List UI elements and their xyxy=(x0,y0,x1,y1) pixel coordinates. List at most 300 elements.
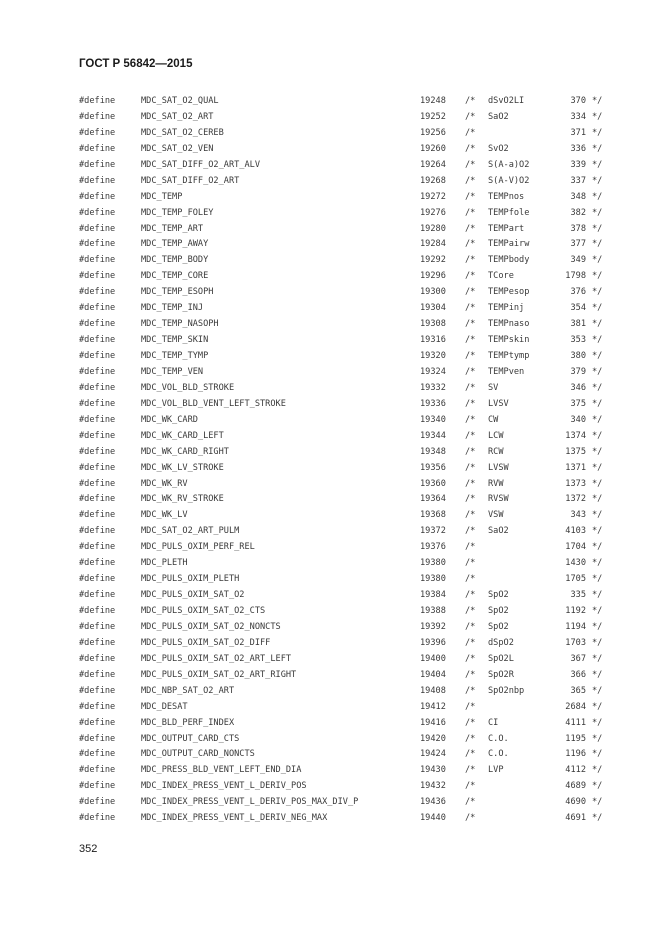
macro-name: MDC_WK_RV xyxy=(141,478,188,489)
macro-code: 19348 xyxy=(420,446,446,457)
define-row xyxy=(0,699,661,715)
ref-number: 348 xyxy=(570,191,586,202)
define-keyword: #define xyxy=(79,542,116,553)
mnemonic: TEMPskin xyxy=(488,335,530,346)
define-keyword: #define xyxy=(79,335,116,346)
comment-open: /* xyxy=(465,765,476,776)
comment-close: */ xyxy=(592,621,603,632)
mnemonic: RVSW xyxy=(488,494,509,505)
define-keyword: #define xyxy=(79,653,116,664)
define-row xyxy=(0,746,661,762)
comment-close: */ xyxy=(592,733,603,744)
define-keyword: #define xyxy=(79,765,116,776)
comment-close: */ xyxy=(592,255,603,266)
comment-close: */ xyxy=(592,191,603,202)
ref-number: 1375 xyxy=(565,446,586,457)
define-row xyxy=(0,762,661,778)
mnemonic: LVSV xyxy=(488,398,509,409)
define-keyword: #define xyxy=(79,717,116,728)
define-keyword: #define xyxy=(79,446,116,457)
define-row xyxy=(0,571,661,587)
macro-name: MDC_SAT_DIFF_O2_ART_ALV xyxy=(141,159,260,170)
mnemonic: TEMPven xyxy=(488,366,525,377)
comment-open: /* xyxy=(465,797,476,808)
define-row xyxy=(0,460,661,476)
ref-number: 1704 xyxy=(565,542,586,553)
define-row xyxy=(0,444,661,460)
macro-code: 19300 xyxy=(420,287,446,298)
macro-name: MDC_SAT_O2_QUAL xyxy=(141,96,219,106)
ref-number: 380 xyxy=(570,351,586,361)
comment-close: */ xyxy=(592,590,603,601)
comment-open: /* xyxy=(465,685,476,696)
comment-close: */ xyxy=(592,510,603,521)
comment-open: /* xyxy=(465,303,476,314)
comment-open: /* xyxy=(465,287,476,298)
macro-name: MDC_PULS_OXIM_PLETH xyxy=(141,574,240,585)
page-number: 352 xyxy=(79,843,98,855)
ref-number: 378 xyxy=(570,223,586,234)
macro-code: 19320 xyxy=(420,351,446,361)
comment-close: */ xyxy=(592,653,603,664)
comment-open: /* xyxy=(465,669,476,680)
ref-number: 340 xyxy=(570,414,586,425)
mnemonic: RCW xyxy=(488,446,504,457)
macro-name: MDC_TEMP_TYMP xyxy=(141,351,209,361)
define-row xyxy=(0,173,661,189)
define-row xyxy=(0,523,661,539)
macro-name: MDC_TEMP_INJ xyxy=(141,303,204,314)
ref-number: 1798 xyxy=(565,271,586,282)
define-keyword: #define xyxy=(79,127,116,138)
comment-close: */ xyxy=(592,494,603,505)
define-row xyxy=(0,125,661,141)
define-keyword: #define xyxy=(79,781,116,792)
comment-close: */ xyxy=(592,207,603,218)
comment-open: /* xyxy=(465,462,476,473)
macro-code: 19430 xyxy=(420,765,446,776)
mnemonic: TEMPairw xyxy=(488,239,530,250)
macro-name: MDC_INDEX_PRESS_VENT_L_DERIV_POS xyxy=(141,781,307,792)
define-row xyxy=(0,141,661,157)
comment-open: /* xyxy=(465,351,476,361)
comment-close: */ xyxy=(592,526,603,537)
ref-number: 353 xyxy=(570,335,586,346)
comment-close: */ xyxy=(592,717,603,728)
macro-code: 19420 xyxy=(420,733,446,744)
define-row xyxy=(0,794,661,810)
macro-code: 19356 xyxy=(420,462,446,473)
macro-name: MDC_WK_LV_STROKE xyxy=(141,462,224,473)
define-row xyxy=(0,348,661,364)
macro-name: MDC_SAT_O2_ART_PULM xyxy=(141,526,240,537)
ref-number: 337 xyxy=(570,175,586,186)
define-row xyxy=(0,778,661,794)
macro-code: 19368 xyxy=(420,510,446,521)
mnemonic: TEMPfole xyxy=(488,207,530,218)
comment-close: */ xyxy=(592,382,603,393)
define-keyword: #define xyxy=(79,382,116,393)
ref-number: 354 xyxy=(570,303,586,314)
macro-name: MDC_SAT_O2_ART xyxy=(141,111,214,122)
comment-open: /* xyxy=(465,446,476,457)
mnemonic: C.O. xyxy=(488,733,509,744)
define-keyword: #define xyxy=(79,797,116,808)
macro-name: MDC_INDEX_PRESS_VENT_L_DERIV_NEG_MAX xyxy=(141,813,328,824)
mnemonic: SpO2R xyxy=(488,669,514,680)
define-row xyxy=(0,205,661,221)
comment-open: /* xyxy=(465,127,476,138)
macro-code: 19292 xyxy=(420,255,446,266)
comment-close: */ xyxy=(592,351,603,361)
macro-code: 19380 xyxy=(420,558,446,569)
macro-code: 19276 xyxy=(420,207,446,218)
mnemonic: C.O. xyxy=(488,749,509,760)
define-keyword: #define xyxy=(79,303,116,314)
macro-code: 19324 xyxy=(420,366,446,377)
comment-open: /* xyxy=(465,382,476,393)
comment-open: /* xyxy=(465,271,476,282)
define-row xyxy=(0,491,661,507)
mnemonic: CW xyxy=(488,414,499,425)
document-header: ГОСТ Р 56842—2015 xyxy=(79,58,193,70)
macro-name: MDC_NBP_SAT_O2_ART xyxy=(141,685,235,696)
define-keyword: #define xyxy=(79,351,116,361)
comment-close: */ xyxy=(592,574,603,585)
macro-name: MDC_WK_RV_STROKE xyxy=(141,494,224,505)
ref-number: 335 xyxy=(570,590,586,601)
define-row xyxy=(0,587,661,603)
comment-open: /* xyxy=(465,175,476,186)
define-row xyxy=(0,157,661,173)
macro-code: 19404 xyxy=(420,669,446,680)
macro-name: MDC_TEMP_ESOPH xyxy=(141,287,214,298)
define-row xyxy=(0,412,661,428)
macro-code: 19264 xyxy=(420,159,446,170)
macro-name: MDC_SAT_O2_CEREB xyxy=(141,127,224,138)
define-row xyxy=(0,731,661,747)
comment-open: /* xyxy=(465,494,476,505)
macro-name: MDC_PULS_OXIM_SAT_O2_DIFF xyxy=(141,637,271,648)
macro-name: MDC_TEMP_CORE xyxy=(141,271,209,282)
define-keyword: #define xyxy=(79,637,116,648)
comment-open: /* xyxy=(465,478,476,489)
define-row xyxy=(0,810,661,826)
comment-close: */ xyxy=(592,223,603,234)
define-keyword: #define xyxy=(79,701,116,712)
comment-open: /* xyxy=(465,207,476,218)
macro-name: MDC_VOL_BLD_STROKE xyxy=(141,382,235,393)
comment-close: */ xyxy=(592,239,603,250)
macro-code: 19280 xyxy=(420,223,446,234)
define-row xyxy=(0,93,661,109)
macro-name: MDC_PULS_OXIM_SAT_O2_NONCTS xyxy=(141,621,281,632)
comment-close: */ xyxy=(592,414,603,425)
comment-close: */ xyxy=(592,478,603,489)
macro-code: 19440 xyxy=(420,813,446,824)
mnemonic: CI xyxy=(488,717,499,728)
mnemonic: dSvO2LI xyxy=(488,96,525,106)
define-row xyxy=(0,316,661,332)
macro-code: 19260 xyxy=(420,143,446,154)
comment-close: */ xyxy=(592,127,603,138)
mnemonic: TEMPtymp xyxy=(488,351,530,361)
define-row xyxy=(0,715,661,731)
mnemonic: SpO2nbp xyxy=(488,685,525,696)
comment-close: */ xyxy=(592,558,603,569)
mnemonic: SvO2 xyxy=(488,143,509,154)
comment-open: /* xyxy=(465,335,476,346)
macro-code: 19436 xyxy=(420,797,446,808)
comment-open: /* xyxy=(465,239,476,250)
define-row xyxy=(0,428,661,444)
comment-open: /* xyxy=(465,223,476,234)
mnemonic: TEMPinj xyxy=(488,303,525,314)
ref-number: 1373 xyxy=(565,478,586,489)
mnemonic: TEMPesop xyxy=(488,287,530,298)
comment-close: */ xyxy=(592,303,603,314)
macro-code: 19372 xyxy=(420,526,446,537)
define-row xyxy=(0,667,661,683)
comment-open: /* xyxy=(465,366,476,377)
define-row xyxy=(0,380,661,396)
macro-code: 19272 xyxy=(420,191,446,202)
ref-number: 4103 xyxy=(565,526,586,537)
define-keyword: #define xyxy=(79,319,116,330)
macro-code: 19392 xyxy=(420,621,446,632)
comment-open: /* xyxy=(465,813,476,824)
macro-code: 19316 xyxy=(420,335,446,346)
define-row xyxy=(0,555,661,571)
macro-code: 19412 xyxy=(420,701,446,712)
define-list xyxy=(0,93,661,826)
ref-number: 379 xyxy=(570,366,586,377)
macro-name: MDC_PULS_OXIM_SAT_O2_ART_LEFT xyxy=(141,653,292,664)
define-keyword: #define xyxy=(79,366,116,377)
ref-number: 1703 xyxy=(565,637,586,648)
ref-number: 2684 xyxy=(565,701,586,712)
comment-open: /* xyxy=(465,510,476,521)
comment-open: /* xyxy=(465,653,476,664)
define-row xyxy=(0,683,661,699)
macro-code: 19256 xyxy=(420,127,446,138)
macro-code: 19396 xyxy=(420,637,446,648)
define-keyword: #define xyxy=(79,558,116,569)
comment-open: /* xyxy=(465,430,476,441)
macro-name: MDC_TEMP_NASOPH xyxy=(141,319,219,330)
define-keyword: #define xyxy=(79,287,116,298)
define-row xyxy=(0,396,661,412)
macro-name: MDC_VOL_BLD_VENT_LEFT_STROKE xyxy=(141,398,286,409)
ref-number: 4111 xyxy=(565,717,586,728)
ref-number: 1196 xyxy=(565,749,586,760)
macro-name: MDC_BLD_PERF_INDEX xyxy=(141,717,235,728)
macro-code: 19388 xyxy=(420,606,446,616)
mnemonic: VSW xyxy=(488,510,504,521)
macro-name: MDC_PULS_OXIM_SAT_O2 xyxy=(141,590,245,601)
comment-close: */ xyxy=(592,462,603,473)
macro-name: MDC_TEMP xyxy=(141,191,183,202)
define-keyword: #define xyxy=(79,685,116,696)
macro-code: 19296 xyxy=(420,271,446,282)
macro-name: MDC_WK_LV xyxy=(141,510,188,521)
comment-open: /* xyxy=(465,733,476,744)
macro-name: MDC_SAT_DIFF_O2_ART xyxy=(141,175,240,186)
macro-name: MDC_OUTPUT_CARD_CTS xyxy=(141,733,240,744)
define-keyword: #define xyxy=(79,478,116,489)
macro-name: MDC_TEMP_VEN xyxy=(141,366,204,377)
comment-open: /* xyxy=(465,717,476,728)
define-row xyxy=(0,364,661,380)
mnemonic: SpO2 xyxy=(488,606,509,616)
ref-number: 381 xyxy=(570,319,586,330)
ref-number: 367 xyxy=(570,653,586,664)
macro-code: 19384 xyxy=(420,590,446,601)
define-row xyxy=(0,221,661,237)
comment-close: */ xyxy=(592,366,603,377)
define-keyword: #define xyxy=(79,733,116,744)
comment-open: /* xyxy=(465,191,476,202)
define-row xyxy=(0,619,661,635)
mnemonic: S(A-a)O2 xyxy=(488,159,530,170)
mnemonic: TEMPart xyxy=(488,223,525,234)
mnemonic: SpO2 xyxy=(488,621,509,632)
define-keyword: #define xyxy=(79,223,116,234)
mnemonic: LVSW xyxy=(488,462,509,473)
macro-code: 19376 xyxy=(420,542,446,553)
comment-close: */ xyxy=(592,701,603,712)
ref-number: 1371 xyxy=(565,462,586,473)
macro-code: 19304 xyxy=(420,303,446,314)
ref-number: 4690 xyxy=(565,797,586,808)
comment-close: */ xyxy=(592,749,603,760)
comment-close: */ xyxy=(592,637,603,648)
mnemonic: TEMPbody xyxy=(488,255,530,266)
ref-number: 370 xyxy=(570,96,586,106)
define-row xyxy=(0,507,661,523)
comment-open: /* xyxy=(465,398,476,409)
define-keyword: #define xyxy=(79,143,116,154)
define-row xyxy=(0,189,661,205)
comment-open: /* xyxy=(465,606,476,616)
ref-number: 382 xyxy=(570,207,586,218)
comment-close: */ xyxy=(592,175,603,186)
define-keyword: #define xyxy=(79,191,116,202)
macro-code: 19308 xyxy=(420,319,446,330)
comment-close: */ xyxy=(592,143,603,154)
define-keyword: #define xyxy=(79,590,116,601)
define-row xyxy=(0,284,661,300)
comment-close: */ xyxy=(592,797,603,808)
mnemonic: TEMPnaso xyxy=(488,319,530,330)
ref-number: 371 xyxy=(570,127,586,138)
macro-code: 19360 xyxy=(420,478,446,489)
comment-open: /* xyxy=(465,159,476,170)
macro-code: 19252 xyxy=(420,111,446,122)
comment-close: */ xyxy=(592,685,603,696)
define-keyword: #define xyxy=(79,207,116,218)
comment-close: */ xyxy=(592,335,603,346)
comment-open: /* xyxy=(465,749,476,760)
define-row xyxy=(0,268,661,284)
define-row xyxy=(0,252,661,268)
macro-name: MDC_PULS_OXIM_PERF_REL xyxy=(141,542,255,553)
ref-number: 1374 xyxy=(565,430,586,441)
macro-code: 19284 xyxy=(420,239,446,250)
comment-open: /* xyxy=(465,621,476,632)
comment-open: /* xyxy=(465,143,476,154)
macro-code: 19344 xyxy=(420,430,446,441)
ref-number: 1705 xyxy=(565,574,586,585)
ref-number: 346 xyxy=(570,382,586,393)
mnemonic: S(A-V)O2 xyxy=(488,175,530,186)
macro-name: MDC_WK_CARD_LEFT xyxy=(141,430,224,441)
macro-code: 19336 xyxy=(420,398,446,409)
define-row xyxy=(0,236,661,252)
comment-open: /* xyxy=(465,319,476,330)
define-keyword: #define xyxy=(79,669,116,680)
macro-name: MDC_PULS_OXIM_SAT_O2_ART_RIGHT xyxy=(141,669,297,680)
define-keyword: #define xyxy=(79,175,116,186)
macro-code: 19364 xyxy=(420,494,446,505)
ref-number: 1430 xyxy=(565,558,586,569)
comment-close: */ xyxy=(592,446,603,457)
macro-name: MDC_TEMP_AWAY xyxy=(141,239,209,250)
comment-open: /* xyxy=(465,111,476,122)
mnemonic: SpO2L xyxy=(488,653,514,664)
define-row xyxy=(0,635,661,651)
mnemonic: SaO2 xyxy=(488,526,509,537)
macro-name: MDC_TEMP_FOLEY xyxy=(141,207,214,218)
macro-code: 19380 xyxy=(420,574,446,585)
define-keyword: #define xyxy=(79,510,116,521)
macro-name: MDC_PULS_OXIM_SAT_O2_CTS xyxy=(141,606,266,616)
mnemonic: TCore xyxy=(488,271,514,282)
ref-number: 334 xyxy=(570,111,586,122)
ref-number: 339 xyxy=(570,159,586,170)
macro-code: 19432 xyxy=(420,781,446,792)
define-keyword: #define xyxy=(79,255,116,266)
define-row xyxy=(0,603,661,619)
comment-open: /* xyxy=(465,590,476,601)
macro-name: MDC_WK_CARD xyxy=(141,414,198,425)
comment-close: */ xyxy=(592,319,603,330)
mnemonic: LVP xyxy=(488,765,504,776)
define-keyword: #define xyxy=(79,813,116,824)
mnemonic: SV xyxy=(488,382,499,393)
macro-code: 19416 xyxy=(420,717,446,728)
define-row xyxy=(0,109,661,125)
define-row xyxy=(0,476,661,492)
comment-close: */ xyxy=(592,287,603,298)
comment-close: */ xyxy=(592,813,603,824)
macro-code: 19340 xyxy=(420,414,446,425)
define-row xyxy=(0,332,661,348)
define-keyword: #define xyxy=(79,414,116,425)
macro-name: MDC_PRESS_BLD_VENT_LEFT_END_DIA xyxy=(141,765,302,776)
macro-name: MDC_TEMP_BODY xyxy=(141,255,209,266)
define-keyword: #define xyxy=(79,111,116,122)
ref-number: 1195 xyxy=(565,733,586,744)
define-keyword: #define xyxy=(79,271,116,282)
ref-number: 375 xyxy=(570,398,586,409)
ref-number: 4691 xyxy=(565,813,586,824)
define-row xyxy=(0,300,661,316)
comment-open: /* xyxy=(465,558,476,569)
comment-open: /* xyxy=(465,574,476,585)
define-keyword: #define xyxy=(79,430,116,441)
define-keyword: #define xyxy=(79,239,116,250)
